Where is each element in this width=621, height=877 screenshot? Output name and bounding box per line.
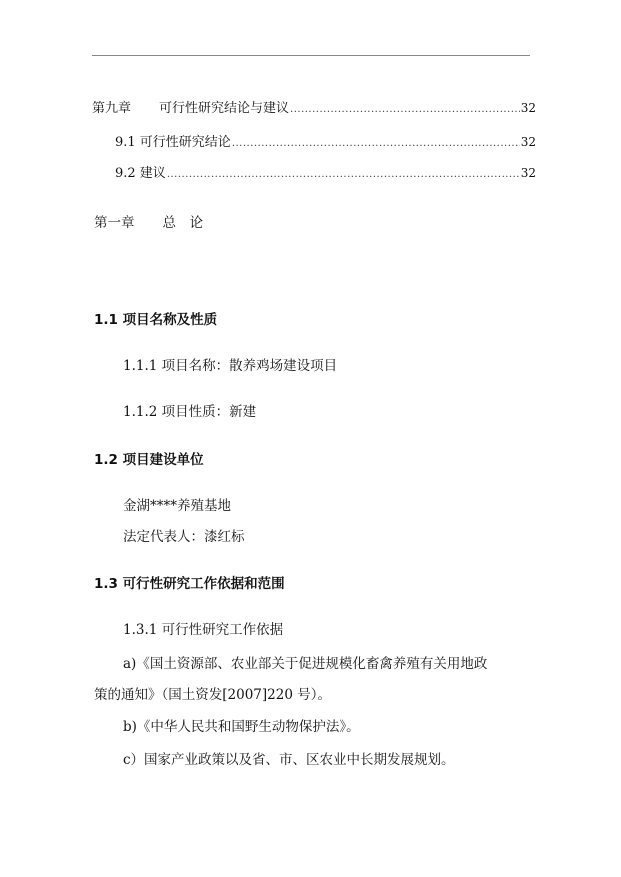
toc-leader: [167, 169, 520, 180]
toc-leader: [232, 138, 520, 149]
project-nature: 1.1.2 项目性质：新建: [123, 404, 257, 420]
toc-label: 第九章 可行性研究结论与建议: [92, 101, 290, 116]
basis-item-a-continued: 策的通知》（国土资发[2007]220 号）。: [94, 687, 331, 703]
chapter-title: 总 论: [162, 215, 203, 231]
toc-entry-9-2[interactable]: [115, 162, 536, 181]
toc-page-number: 32: [520, 166, 536, 180]
toc-leader: [290, 104, 520, 115]
basis-item-b: b)《中华人民共和国野生动物保护法》。: [123, 719, 360, 735]
basis-item-a: a)《国土资源部、农业部关于促进规模化畜禽养殖有关用地政: [123, 656, 488, 672]
toc-entry-9-1[interactable]: [115, 131, 536, 150]
section-heading-1-1: 1.1 项目名称及性质: [94, 312, 218, 328]
section-heading-1-3: 1.3 可行性研究工作依据和范围: [94, 576, 285, 592]
toc-page-number: 32: [520, 101, 536, 115]
toc-label: 9.1 可行性研究结论: [115, 135, 231, 150]
basis-item-c: c）国家产业政策以及省、市、区农业中长期发展规划。: [123, 752, 455, 768]
chapter-number: 第一章: [94, 215, 135, 231]
toc-entry-chapter-9[interactable]: [92, 97, 536, 116]
toc-label: 9.2 建议: [115, 166, 166, 181]
chapter-heading: [94, 211, 203, 231]
toc-page-number: 32: [520, 135, 536, 149]
builder-unit: 金湖****养殖基地: [123, 498, 231, 514]
header-rule: [92, 55, 530, 56]
legal-representative: 法定代表人：漆红标: [123, 529, 245, 545]
project-name: 1.1.1 项目名称：散养鸡场建设项目: [123, 358, 338, 374]
section-heading-1-2: 1.2 项目建设单位: [94, 452, 204, 468]
subsection-heading-1-3-1: 1.3.1 可行性研究工作依据: [123, 622, 284, 638]
